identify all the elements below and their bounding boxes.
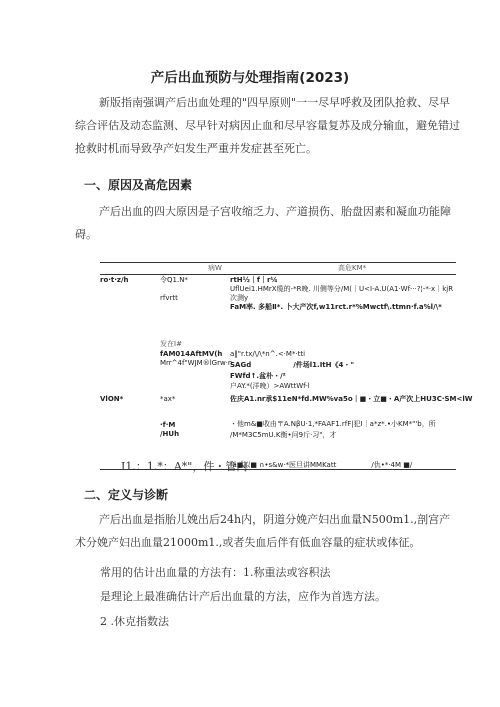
section2-heading: 二、定义与诊断 (84, 488, 169, 502)
table-row1-risk-3: 次测y (230, 294, 249, 302)
table-row4-risk-1: ・他m&■收由〒A.NβU·1,*FAAF1.rfF|犯I｜a*z*.•小KM*"'b，所 (230, 420, 436, 428)
causes-table (100, 262, 473, 470)
table-row2-factor-a: 发在I# (160, 340, 182, 348)
table-row4-risk-2: /M*M3C5mU.K衡•问9斤·习"，才 (230, 431, 337, 439)
table-row2-risk-2: SAGd /件场l1.ItH《4・" (230, 361, 355, 369)
table-header-mid: 病W (208, 264, 222, 272)
section1-heading: 一、原因及高危因素 (84, 178, 193, 192)
intro-paragraph: 新版指南强调产后出血处理的"四早原则"一一尽早呼救及团队抢救、尽早综合评估及动态监测、尽早针对病因止血和尽早容量复苏及成分输血，避免错过抢救时机而导致孕产妇发生严重并发症甚至死亡。 (75, 96, 460, 155)
table-row1-cause: ro·t·z/h (100, 276, 129, 284)
table-row4-factor-b: /HUh (160, 430, 180, 438)
table-row3-factor: *ax* (160, 395, 176, 403)
table-row1-risk-1: rtH½｜f｜r¼ (230, 276, 278, 284)
section2-line1: 常用的估计出血量的方法有：1.称重法或容积法 (100, 566, 331, 579)
document-title: 产后出血预防与处理指南(2023) (150, 70, 350, 86)
table-header-right: 高危KM* (338, 264, 367, 272)
section2-line3: 2 .休克指数法 (100, 615, 169, 628)
table-row1-factor: 令Q1.N* (160, 276, 188, 284)
section2-body: 产后出血是指胎儿娩出后24h内，阴道分娩产妇出血量N500m1.,剖宫产术分娩产妇出血量21000m1.,或者失血后伴有低血容量的症状或体征。 (75, 513, 451, 549)
section1-body: 产后出血的四大原因是子宫收缩乏力、产道损伤、胎盘因素和凝血功能障碍。 (75, 205, 451, 241)
table-row4-factor: ·f·M (160, 421, 176, 429)
table-row1-risk-4: FaM率. 多船Ⅱ*. 卜大产次f,w11rct.r*%Mwctf\.ttmn·f.a%l/\* (230, 303, 442, 311)
table-row2-risk-5: 佐庆A1.nr承$11eN*fd.MW%va5o｜■・立■・A产次上HU3C·SM<lW (230, 395, 473, 403)
table-caption: I1.：1.*：A*"，件・管内 (121, 460, 248, 473)
table-row1-factor-b: rfvrtt (160, 294, 178, 302)
table-row4-risk-3: fa■拟■ ∩•s&w·*医旦讲MMKatt /仇•*·4M ■/ (230, 461, 413, 469)
table-row2-factor-b: Mrr^4f"WJM®lGrw·n (160, 359, 233, 367)
table-row3-cause: VlON* (100, 395, 124, 403)
table-top-rule (100, 262, 456, 263)
table-row2-risk-3: FWfd↑.盆朴・/² (230, 372, 286, 380)
table-row2-factor: fAM014AftMV(h (160, 350, 223, 358)
table-row2-risk-4: 户AY.*(洋晚）>AWttWf-l (230, 382, 310, 390)
table-row1-risk-2: UflUei1.HMrX缆的-*R晚. 川侧等分/M(｜U<I-A.U(A1·Wf···?¦-*·x｜kjR (230, 285, 454, 293)
section2-line2: 是理论上最准确估计产后出血量的方法，应作为首选方法。 (100, 590, 386, 603)
table-header-rule (100, 274, 456, 275)
table-row2-risk-1: a‖"r.tx/\/\*n^.<·M*·tti (230, 350, 306, 358)
